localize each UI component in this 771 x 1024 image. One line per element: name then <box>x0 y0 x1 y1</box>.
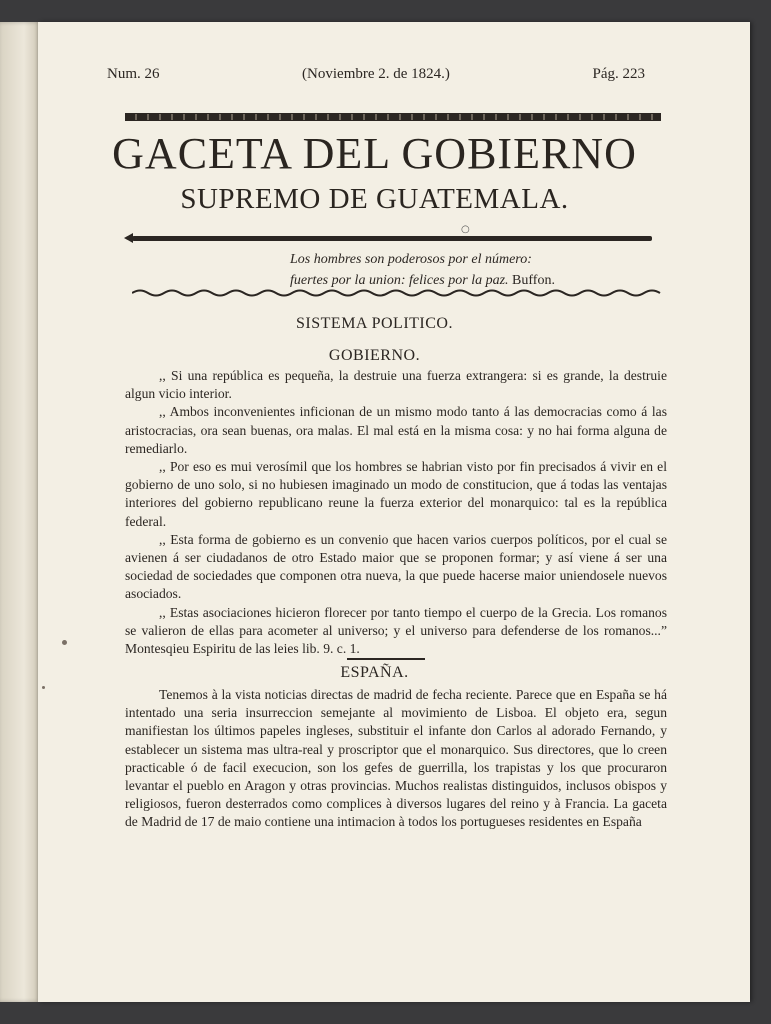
paper-stain <box>42 686 45 689</box>
page-number: Pág. 223 <box>592 66 645 82</box>
wavy-divider <box>132 288 662 298</box>
masthead-subtitle: SUPREMO DE GUATEMALA. <box>180 183 569 215</box>
paragraph: ,, Estas asociaciones hicieron florecer por tanto tiempo el cuerpo de la Grecia. Los romanos se valieron de ellas para acometer al universo; y el universo para defenderse de los romanos...” Montesqieu Espiritu de las leies lib. 9. c. 1. <box>125 604 667 657</box>
motto <box>290 249 660 291</box>
espana-article <box>125 686 667 832</box>
paragraph: ,, Esta forma de gobierno es un convenio que hacen varios cuerpos políticos, por el cual se avienen á ser ciudadanos de otro Estado maior que se proponen formar; y así viene á ser una sociedad de sociedades que componen otra nueva, la que puede hacerse maior uniendosele nuevos asociados. <box>125 531 667 602</box>
section-divider <box>347 658 425 660</box>
issue-number: Num. 26 <box>107 66 160 82</box>
page-header <box>87 66 662 83</box>
masthead-arrow-rule <box>132 236 652 241</box>
motto-line2: fuertes por la union: felices por la paz. <box>290 273 509 288</box>
facing-page-edge <box>0 22 40 1002</box>
paragraph: Tenemos à la vista noticias directas de madrid de fecha reciente. Parece que en España se há intentado una seria insurreccion semejante al movimiento de Lisboa. El objeto era, segun manifiestan los últimos papeles ingleses, substituir el infante don Carlos al adorado Fernando, y establecer un sistema mas ultra-real y proscriptor que el monarquico. Sus directores, que lo creen practicable ó de facil execucion, son los gefes de guerrilla, los trapistas y los que procuraron levantar el pueblo en Aragon y otras provincias. Muchos realistas distinguidos, inclusos obispos y religiosos, fueron desterrados como complices à diversos lugares del reino y à Francia. La gaceta de Madrid de 17 de maio contiene una intimacion à todos los portugueses residentes en España <box>125 687 667 830</box>
gobierno-article <box>125 367 667 658</box>
section-title-espana: ESPAÑA. <box>340 664 409 681</box>
paragraph: ,, Ambos inconvenientes inficionan de un mismo modo tanto á las democracias como á las aristocracias, ora sean buenas, ora malas. El mal está en la misma cosa: y no hai forma alguna de remediarlo. <box>125 404 667 456</box>
paper-stain <box>62 640 67 645</box>
masthead-title: GACETA DEL GOBIERNO <box>112 129 637 178</box>
ornament-circle-icon: ○ <box>461 224 470 235</box>
paragraph: ,, Por eso es mui verosímil que los hombres se habrian visto por fin precisados á vivir en el gobierno de uno solo, si no hubiesen imaginado un modo de constitucion, que á todas las ventajas interiores del gobierno republicano reune la fuerza exterior del monarquico: tal es la república federal. <box>125 459 667 529</box>
motto-line1: Los hombres son poderosos por el número: <box>290 252 532 267</box>
issue-date: (Noviembre 2. de 1824.) <box>302 66 450 82</box>
section-title-gobierno: GOBIERNO. <box>328 347 421 364</box>
paragraph: ,, Si una república es pequeña, la destruie una fuerza extrangera: si es grande, la destruie algun vicio interior. <box>125 368 667 402</box>
motto-author: Buffon. <box>512 273 555 288</box>
section-title-sistema: SISTEMA POLITICO. <box>296 315 453 332</box>
header-rule <box>125 113 661 121</box>
